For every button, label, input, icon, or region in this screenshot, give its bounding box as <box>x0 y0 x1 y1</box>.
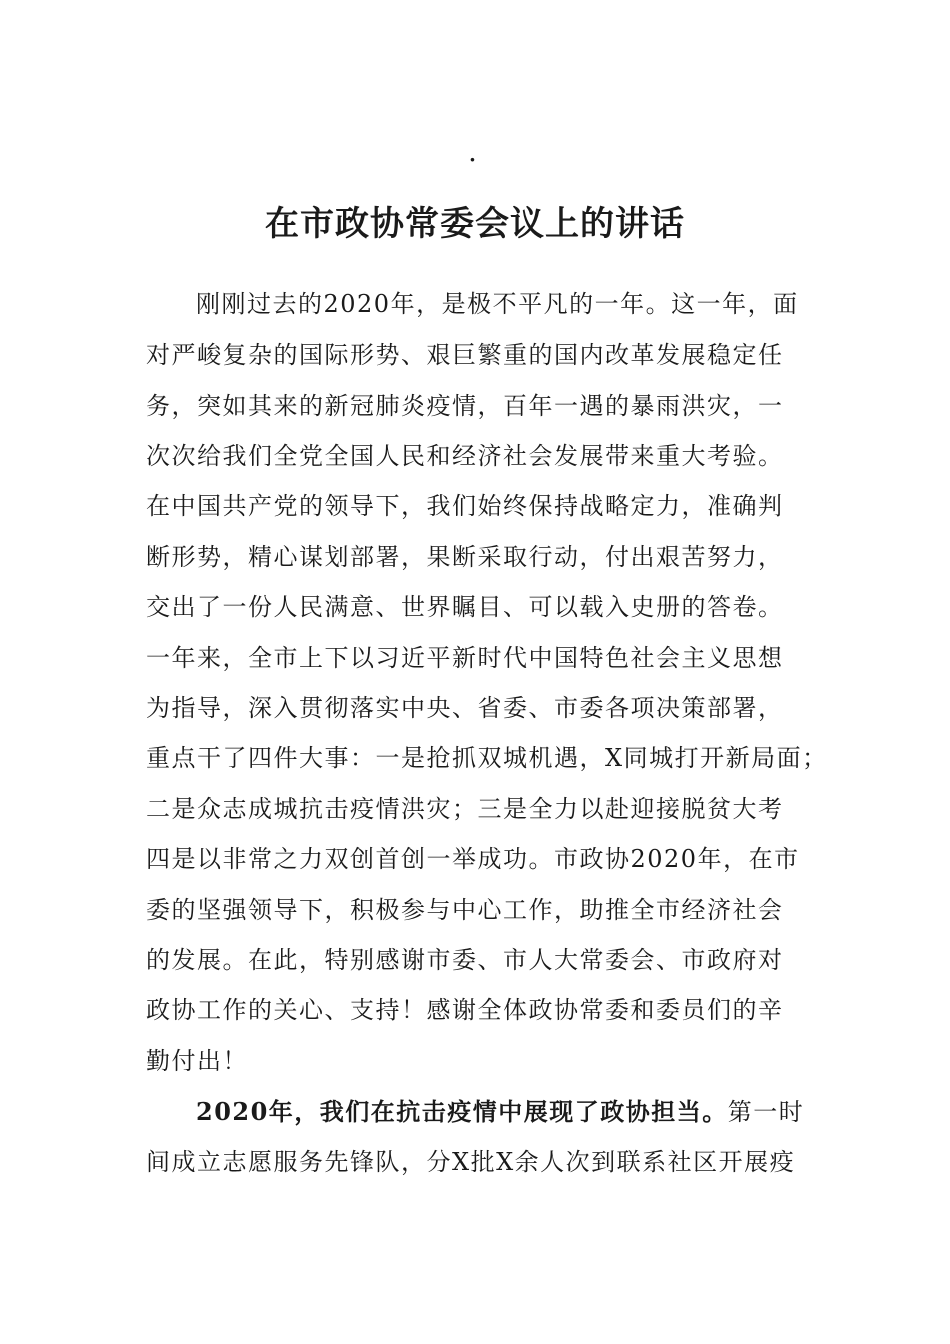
text-line: 的发展。在此，特别感谢市委、市人大常委会、市政府对 <box>146 946 784 974</box>
text-line: 一年来，全市上下以习近平新时代中国特色社会主义思想 <box>146 644 784 672</box>
text-line: 间成立志愿服务先锋队，分X批X余人次到联系社区开展疫 <box>146 1148 796 1176</box>
text-line: 四是以非常之力双创首创一举成功。市政协2020年，在市 <box>146 845 800 873</box>
text-line: 委的坚强领导下，积极参与中心工作，助推全市经济社会 <box>146 896 784 924</box>
text-line: 政协工作的关心、支持！感谢全体政协常委和委员们的辛 <box>146 996 784 1024</box>
text-line: 勤付出！ <box>146 1047 248 1075</box>
text-line: 交出了一份人民满意、世界瞩目、可以载入史册的答卷。 <box>146 593 784 621</box>
text-line: 在中国共产党的领导下，我们始终保持战略定力，准确判 <box>146 492 784 520</box>
text-line: 务，突如其来的新冠肺炎疫情，百年一遇的暴雨洪灾，一 <box>146 392 784 420</box>
text-line: 次次给我们全党全国人民和经济社会发展带来重大考验。 <box>146 442 784 470</box>
paragraph-lead-bold: 2020年，我们在抗击疫情中展现了政协担当。 <box>196 1097 728 1126</box>
text-line: 二是众志成城抗击疫情洪灾；三是全力以赴迎接脱贫大考 <box>146 795 784 823</box>
text-line: 为指导，深入贯彻落实中央、省委、市委各项决策部署， <box>146 694 784 722</box>
header-dot: . <box>468 135 477 168</box>
text-line: 对严峻复杂的国际形势、艰巨繁重的国内改革发展稳定任 <box>146 341 784 369</box>
page-title: 在市政协常委会议上的讲话 <box>265 204 685 244</box>
text-line: 刚刚过去的2020年，是极不平凡的一年。这一年，面 <box>196 290 799 318</box>
paragraph-lead-rest: 第一时 <box>727 1098 805 1126</box>
text-line <box>196 1092 804 1132</box>
text-line: 断形势，精心谋划部署，果断采取行动，付出艰苦努力， <box>146 543 784 571</box>
text-line: 重点干了四件大事：一是抢抓双城机遇，X同城打开新局面； <box>146 744 828 772</box>
